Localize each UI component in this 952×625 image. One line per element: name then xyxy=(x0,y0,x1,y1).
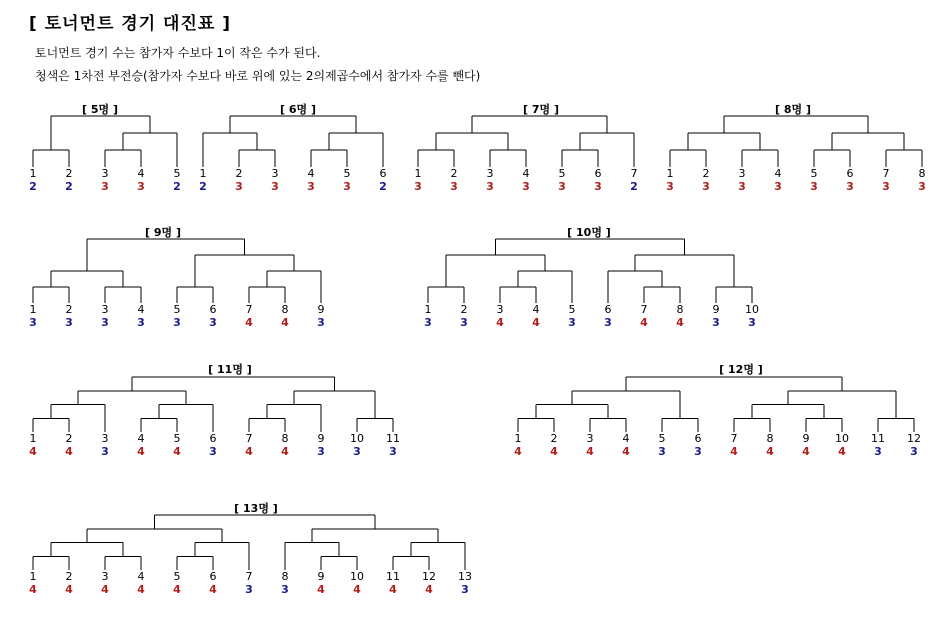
round-count: 4 xyxy=(550,445,558,458)
bracket-10 xyxy=(424,225,759,329)
bye-round-count: 3 xyxy=(712,316,720,329)
player-number: 4 xyxy=(532,303,540,316)
player-number: 9 xyxy=(712,303,720,316)
bye-round-count: 3 xyxy=(101,316,109,329)
player-number: 5 xyxy=(173,570,181,583)
round-count: 3 xyxy=(137,180,145,193)
round-count: 4 xyxy=(281,445,289,458)
bye-round-count: 3 xyxy=(389,445,397,458)
player-number: 7 xyxy=(730,432,738,445)
round-count: 4 xyxy=(137,445,145,458)
player-number: 2 xyxy=(702,167,710,180)
player-number: 2 xyxy=(450,167,458,180)
bye-round-count: 2 xyxy=(65,180,73,193)
player-number: 8 xyxy=(281,303,289,316)
round-count: 4 xyxy=(425,583,433,596)
player-number: 6 xyxy=(209,432,217,445)
round-count: 3 xyxy=(271,180,279,193)
player-number: 4 xyxy=(522,167,530,180)
player-number: 7 xyxy=(245,570,253,583)
player-number: 10 xyxy=(350,570,364,583)
bracket-label: [ 6명 ] xyxy=(280,103,316,116)
round-count: 4 xyxy=(29,583,37,596)
round-count: 3 xyxy=(666,180,674,193)
player-number: 5 xyxy=(810,167,818,180)
round-count: 3 xyxy=(486,180,494,193)
player-number: 2 xyxy=(65,167,73,180)
player-number: 1 xyxy=(199,167,207,180)
player-number: 5 xyxy=(568,303,576,316)
page-title: [ 토너먼트 경기 대진표 ] xyxy=(29,14,232,34)
player-number: 5 xyxy=(658,432,666,445)
bracket-12 xyxy=(514,362,921,458)
round-count: 3 xyxy=(307,180,315,193)
player-number: 6 xyxy=(594,167,602,180)
player-number: 3 xyxy=(586,432,594,445)
player-number: 10 xyxy=(745,303,759,316)
bye-round-count: 3 xyxy=(461,583,469,596)
round-count: 3 xyxy=(594,180,602,193)
player-number: 6 xyxy=(604,303,612,316)
round-count: 3 xyxy=(343,180,351,193)
bye-round-count: 3 xyxy=(209,445,217,458)
bracket-9 xyxy=(29,225,325,329)
round-count: 3 xyxy=(882,180,890,193)
player-number: 9 xyxy=(317,432,325,445)
player-number: 11 xyxy=(871,432,885,445)
player-number: 4 xyxy=(774,167,782,180)
player-number: 9 xyxy=(317,570,325,583)
player-number: 1 xyxy=(514,432,522,445)
bye-round-count: 3 xyxy=(65,316,73,329)
player-number: 8 xyxy=(918,167,926,180)
player-number: 5 xyxy=(173,167,181,180)
round-count: 4 xyxy=(389,583,397,596)
player-number: 1 xyxy=(666,167,674,180)
player-number: 3 xyxy=(101,570,109,583)
bye-round-count: 3 xyxy=(604,316,612,329)
round-count: 3 xyxy=(450,180,458,193)
player-number: 7 xyxy=(245,303,253,316)
player-number: 1 xyxy=(29,432,37,445)
player-number: 2 xyxy=(550,432,558,445)
round-count: 3 xyxy=(918,180,926,193)
round-count: 4 xyxy=(245,316,253,329)
description-match-count: 토너먼트 경기 수는 참가자 수보다 1이 작은 수가 된다. xyxy=(35,46,321,60)
player-number: 1 xyxy=(424,303,432,316)
player-number: 1 xyxy=(29,570,37,583)
player-number: 2 xyxy=(65,303,73,316)
player-number: 7 xyxy=(882,167,890,180)
bracket-7 xyxy=(414,102,638,193)
round-count: 3 xyxy=(810,180,818,193)
player-number: 3 xyxy=(496,303,504,316)
player-number: 3 xyxy=(486,167,494,180)
player-number: 11 xyxy=(386,570,400,583)
round-count: 4 xyxy=(29,445,37,458)
player-number: 8 xyxy=(281,432,289,445)
round-count: 4 xyxy=(353,583,361,596)
round-count: 4 xyxy=(65,583,73,596)
player-number: 9 xyxy=(802,432,810,445)
player-number: 4 xyxy=(137,570,145,583)
player-number: 2 xyxy=(235,167,243,180)
round-count: 4 xyxy=(802,445,810,458)
round-count: 4 xyxy=(838,445,846,458)
bye-round-count: 3 xyxy=(317,445,325,458)
bye-round-count: 3 xyxy=(137,316,145,329)
bye-round-count: 3 xyxy=(101,445,109,458)
bye-round-count: 2 xyxy=(173,180,181,193)
player-number: 7 xyxy=(630,167,638,180)
round-count: 4 xyxy=(101,583,109,596)
round-count: 3 xyxy=(558,180,566,193)
player-number: 7 xyxy=(245,432,253,445)
bye-round-count: 2 xyxy=(199,180,207,193)
bracket-label: [ 12명 ] xyxy=(719,363,763,376)
player-number: 1 xyxy=(29,303,37,316)
description-bye-rule: 청색은 1차전 부전승(참가자 수보다 바로 위에 있는 2의제곱수에서 참가자 수를 뺀다) xyxy=(35,69,481,83)
player-number: 12 xyxy=(422,570,436,583)
bye-round-count: 3 xyxy=(209,316,217,329)
player-number: 8 xyxy=(676,303,684,316)
bye-round-count: 3 xyxy=(173,316,181,329)
round-count: 3 xyxy=(101,180,109,193)
round-count: 4 xyxy=(173,583,181,596)
bye-round-count: 3 xyxy=(245,583,253,596)
bye-round-count: 3 xyxy=(29,316,37,329)
bye-round-count: 3 xyxy=(748,316,756,329)
bracket-label: [ 7명 ] xyxy=(523,103,559,116)
player-number: 5 xyxy=(173,432,181,445)
bracket-8 xyxy=(666,102,926,193)
round-count: 3 xyxy=(522,180,530,193)
round-count: 3 xyxy=(738,180,746,193)
player-number: 9 xyxy=(317,303,325,316)
round-count: 4 xyxy=(766,445,774,458)
round-count: 4 xyxy=(496,316,504,329)
player-number: 10 xyxy=(350,432,364,445)
player-number: 6 xyxy=(846,167,854,180)
bye-round-count: 3 xyxy=(424,316,432,329)
round-count: 4 xyxy=(209,583,217,596)
round-count: 3 xyxy=(414,180,422,193)
round-count: 4 xyxy=(514,445,522,458)
player-number: 11 xyxy=(386,432,400,445)
bye-round-count: 2 xyxy=(630,180,638,193)
player-number: 5 xyxy=(173,303,181,316)
player-number: 8 xyxy=(281,570,289,583)
bye-round-count: 3 xyxy=(317,316,325,329)
player-number: 3 xyxy=(738,167,746,180)
player-number: 1 xyxy=(414,167,422,180)
round-count: 3 xyxy=(702,180,710,193)
player-number: 6 xyxy=(694,432,702,445)
round-count: 4 xyxy=(245,445,253,458)
bye-round-count: 2 xyxy=(379,180,387,193)
player-number: 10 xyxy=(835,432,849,445)
round-count: 4 xyxy=(622,445,630,458)
round-count: 4 xyxy=(137,583,145,596)
round-count: 4 xyxy=(65,445,73,458)
round-count: 4 xyxy=(640,316,648,329)
player-number: 7 xyxy=(640,303,648,316)
round-count: 4 xyxy=(730,445,738,458)
bye-round-count: 3 xyxy=(281,583,289,596)
bracket-6 xyxy=(199,102,387,193)
bye-round-count: 3 xyxy=(910,445,918,458)
bracket-label: [ 5명 ] xyxy=(82,103,118,116)
player-number: 5 xyxy=(558,167,566,180)
round-count: 4 xyxy=(317,583,325,596)
bracket-label: [ 13명 ] xyxy=(234,502,278,515)
bye-round-count: 3 xyxy=(694,445,702,458)
player-number: 4 xyxy=(137,167,145,180)
round-count: 4 xyxy=(676,316,684,329)
player-number: 5 xyxy=(343,167,351,180)
round-count: 3 xyxy=(846,180,854,193)
player-number: 2 xyxy=(65,570,73,583)
player-number: 3 xyxy=(271,167,279,180)
player-number: 6 xyxy=(379,167,387,180)
round-count: 4 xyxy=(173,445,181,458)
bye-round-count: 3 xyxy=(658,445,666,458)
bye-round-count: 2 xyxy=(29,180,37,193)
round-count: 4 xyxy=(281,316,289,329)
player-number: 4 xyxy=(137,432,145,445)
bracket-13 xyxy=(29,501,472,596)
player-number: 13 xyxy=(458,570,472,583)
player-number: 4 xyxy=(307,167,315,180)
bye-round-count: 3 xyxy=(460,316,468,329)
bracket-label: [ 10명 ] xyxy=(567,226,611,239)
player-number: 8 xyxy=(766,432,774,445)
player-number: 12 xyxy=(907,432,921,445)
player-number: 1 xyxy=(29,167,37,180)
bracket-label: [ 9명 ] xyxy=(145,226,181,239)
bracket-5 xyxy=(29,102,181,193)
bye-round-count: 3 xyxy=(353,445,361,458)
round-count: 4 xyxy=(532,316,540,329)
bracket-label: [ 8명 ] xyxy=(775,103,811,116)
bye-round-count: 3 xyxy=(568,316,576,329)
player-number: 4 xyxy=(622,432,630,445)
bracket-11 xyxy=(29,362,400,458)
player-number: 2 xyxy=(460,303,468,316)
player-number: 3 xyxy=(101,303,109,316)
player-number: 3 xyxy=(101,167,109,180)
player-number: 6 xyxy=(209,303,217,316)
bye-round-count: 3 xyxy=(874,445,882,458)
player-number: 6 xyxy=(209,570,217,583)
bracket-label: [ 11명 ] xyxy=(208,363,252,376)
round-count: 4 xyxy=(586,445,594,458)
round-count: 3 xyxy=(774,180,782,193)
player-number: 2 xyxy=(65,432,73,445)
player-number: 4 xyxy=(137,303,145,316)
player-number: 3 xyxy=(101,432,109,445)
round-count: 3 xyxy=(235,180,243,193)
